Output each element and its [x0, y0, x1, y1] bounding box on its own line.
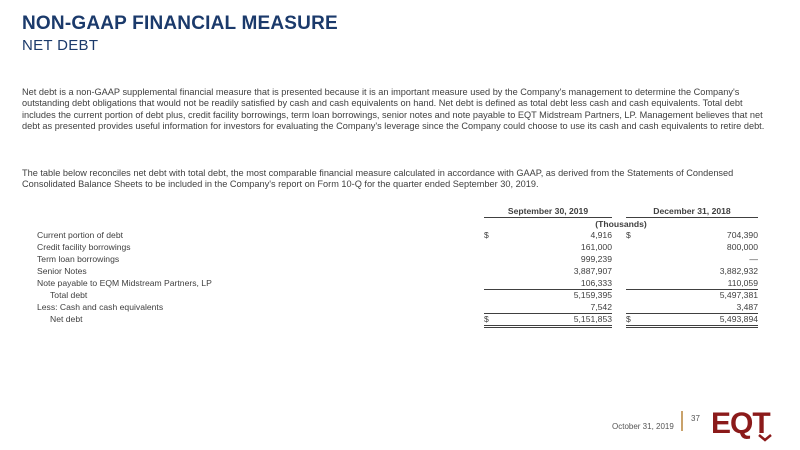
reconciliation-paragraph: The table below reconciles net debt with total debt, the most comparable financial measure calculated in accordance with GAAP, as derived from the Statements of Condensed Consolidated Balance Sheets to be included in the Company's report on Form 10-Q for the quarter ended September 30, 2019. [22, 168, 734, 190]
currency-symbol: $ [626, 230, 631, 240]
column-header-underline [626, 217, 758, 218]
page-title: NON-GAAP FINANCIAL MEASURE [22, 13, 338, 34]
units-label: (Thousands) [595, 219, 647, 229]
row-value-2018: 704,390 [726, 230, 758, 240]
row-value-2019: 161,000 [580, 242, 612, 252]
subtotal-line [626, 289, 758, 290]
row-label: Note payable to EQM Midstream Partners, LP [37, 278, 212, 288]
row-value-2018: 5,493,894 [719, 314, 758, 324]
row-value-2018: 800,000 [726, 242, 758, 252]
column-header-underline [484, 217, 612, 218]
row-value-2018: 110,059 [727, 278, 758, 288]
row-value-2019: 7,542 [590, 302, 612, 312]
logo-text: EQT [711, 407, 770, 440]
row-value-2018: 3,882,932 [719, 266, 758, 276]
footer-separator [681, 411, 683, 431]
row-label-net-debt: Net debt [50, 314, 83, 324]
row-value-2018: 5,497,381 [719, 290, 758, 300]
row-label-total-debt: Total debt [50, 290, 88, 300]
row-value-2019: 106,333 [580, 278, 612, 288]
eqt-logo [709, 402, 783, 442]
row-label: Credit facility borrowings [37, 242, 131, 252]
row-value-2019: 999,239 [580, 254, 612, 264]
currency-symbol: $ [484, 314, 489, 324]
subtotal-line [484, 289, 612, 290]
column-header-dec-2018: December 31, 2018 [653, 206, 731, 216]
page-subtitle: NET DEBT [22, 37, 99, 54]
net-debt-line [484, 313, 612, 314]
net-debt-line [626, 313, 758, 314]
row-value-2019: 3,887,907 [573, 266, 612, 276]
currency-symbol: $ [484, 230, 489, 240]
currency-symbol: $ [626, 314, 631, 324]
double-underline [626, 327, 758, 328]
row-label: Senior Notes [37, 266, 87, 276]
double-underline [484, 327, 612, 328]
footer-date: October 31, 2019 [612, 422, 674, 431]
definition-paragraph: Net debt is a non-GAAP supplemental financial measure that is presented because it is an important measure used by the Company's management to determine the Company's outstanding debt obligations that would not be readily satisfied by cash and cash equivalents on hand. Net debt is defined as total debt less cash and cash equivalents. Total debt includes the current portion of debt plus, credit facility borrowings, term loan borrowings, senior notes and note payable to EQT Midstream Partners, LP. Management believes that net debt as presented provides useful information for investors for evaluating the Company's leverage since the Company could choose to use its cash and cash equivalents to retire debt. [22, 87, 765, 132]
row-value-2019: 4,916 [590, 230, 612, 240]
double-underline [484, 325, 612, 326]
row-label: Less: Cash and cash equivalents [37, 302, 164, 312]
row-label: Term loan borrowings [37, 254, 120, 264]
row-value-2019: 5,159,395 [573, 290, 612, 300]
page-number: 37 [691, 414, 700, 423]
row-value-2019: 5,151,853 [573, 314, 612, 324]
row-value-2018: 3,487 [736, 302, 758, 312]
row-value-2018: — [749, 254, 758, 264]
column-header-sep-2019: September 30, 2019 [507, 206, 589, 216]
row-label: Current portion of debt [37, 230, 123, 240]
double-underline [626, 325, 758, 326]
